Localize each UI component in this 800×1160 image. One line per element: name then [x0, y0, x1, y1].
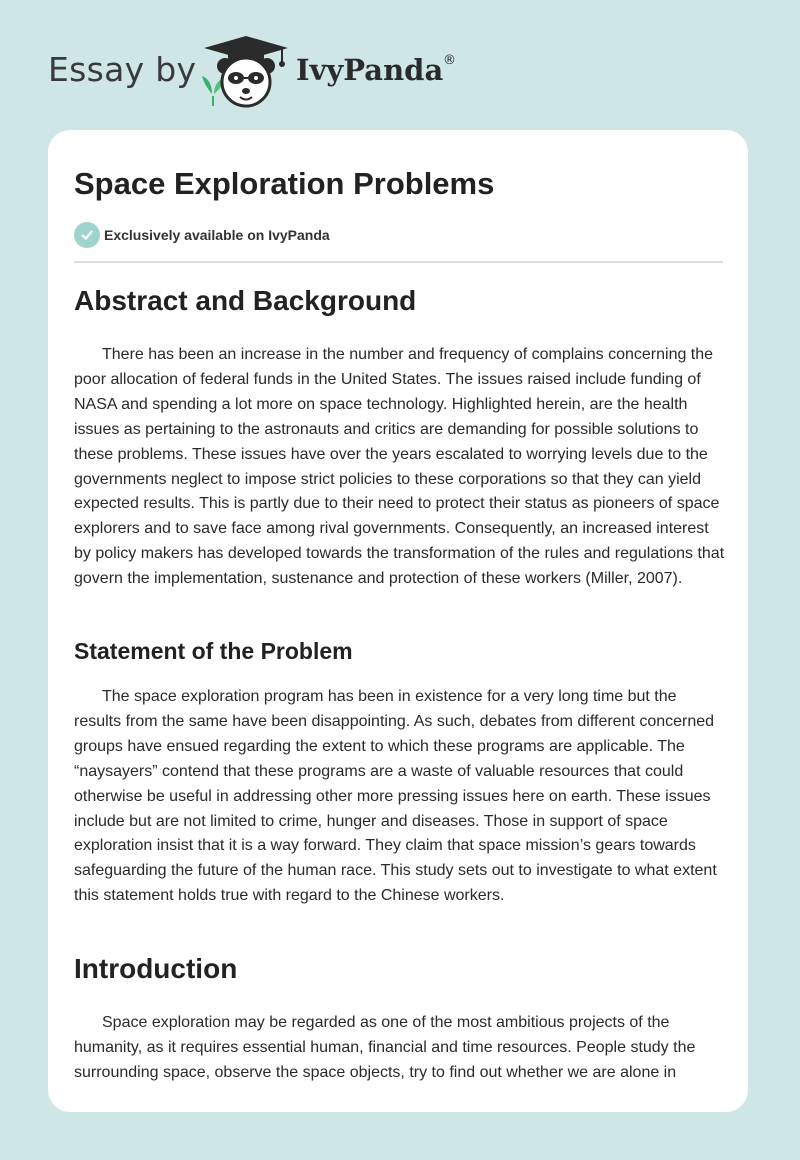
site-header: [0, 0, 800, 130]
registered-mark: ®: [443, 53, 456, 68]
section-body-abstract: There has been an increase in the number and frequency of complains concerning the poor allocation of federal funds in the United States. The issues raised include funding of NASA and spending a lot more on space technology. Highlighted herein, are the health issues as pertaining to the astronauts and critics are demanding for possible solutions to these problems. These issues have over the years escalated to worrying levels due to the governments neglect to impose strict policies to these corporations so that they can yield expected results. This is partly due to their need to protect their status as pioneers of space explorers and to save face among rival governments. Consequently, an increased interest by policy makers has developed towards the transformation of the rules and regulations that govern the implementation, sustenance and protection of these workers (Miller, 2007).: [74, 346, 725, 588]
page-title: Space Exploration Problems: [74, 166, 495, 201]
essay-by-label: Essay by: [48, 50, 197, 89]
brand-name[interactable]: IvyPanda: [296, 53, 444, 87]
section-body-introduction: Space exploration may be regarded as one of the most ambitious projects of the humanity, as it requires essential human, financial and time resources. People study the surrounding space, observe the space objects, try to find out whether we are alone in: [74, 1014, 696, 1081]
section-heading-abstract: Abstract and Background: [74, 285, 417, 316]
checkmark-icon: [74, 222, 100, 248]
divider: [74, 261, 723, 263]
badge-label: Exclusively available on IvyPanda: [104, 227, 330, 243]
article-card: [48, 130, 748, 1112]
section-heading-introduction: Introduction: [74, 953, 238, 984]
section-body-problem: The space exploration program has been in existence for a very long time but the results from the same have been disappointing. As such, debates from different concerned groups have ensued regarding the extent to which these programs are applicable. The “naysayers” contend that these programs are a waste of valuable resources that could otherwise be useful in addressing other more pressing issues here on earth. These issues include but are not limited to crime, hunger and diseases. Those in support of space exploration insist that it is a way forward. They claim that space mission’s gears towards safeguarding the future of the human race. This study sets out to investigate to what extent this statement holds true with regard to the Chinese workers.: [74, 688, 717, 905]
panda-logo-icon[interactable]: [198, 36, 294, 108]
section-heading-problem: Statement of the Problem: [74, 638, 353, 664]
exclusive-badge: [74, 222, 330, 248]
